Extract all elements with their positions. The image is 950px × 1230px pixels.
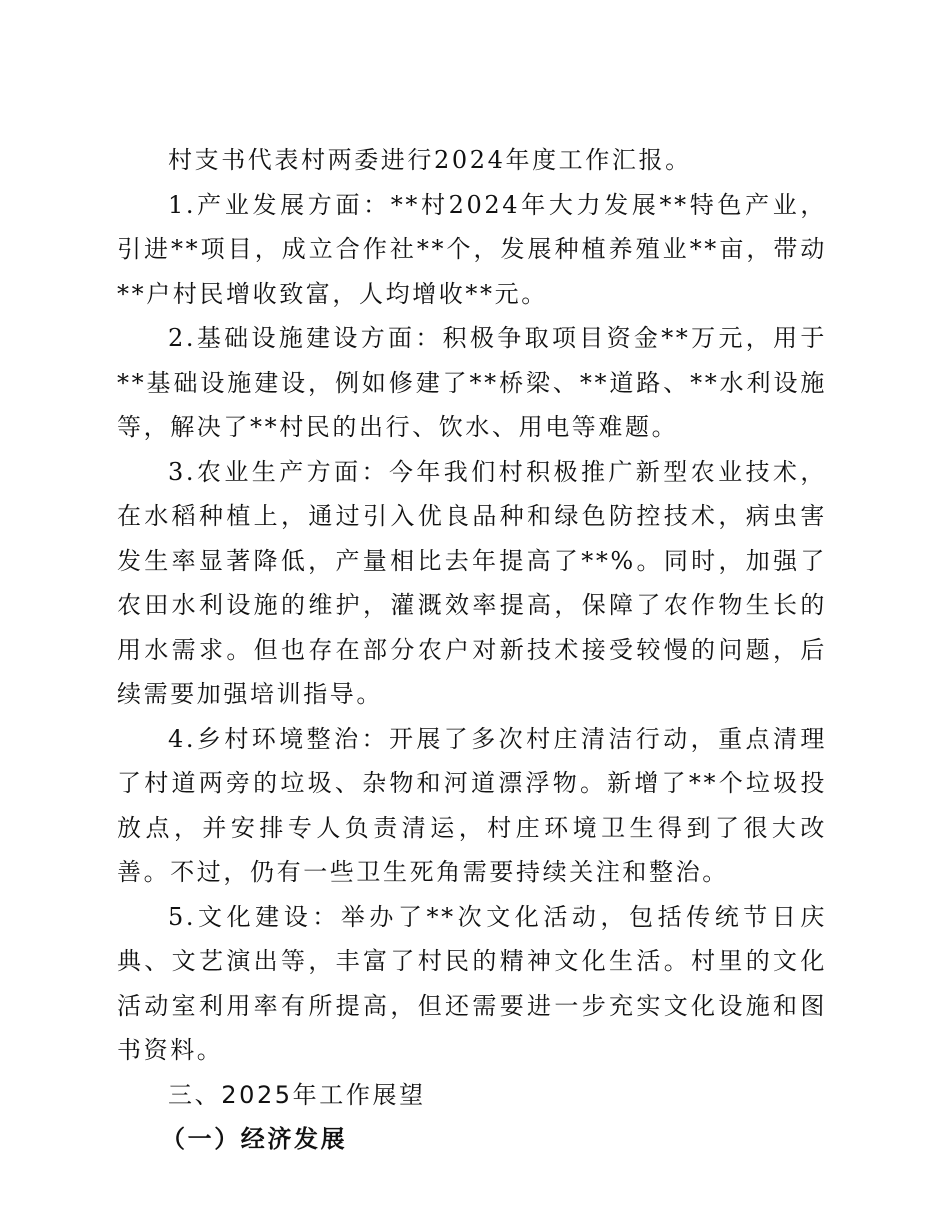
paragraph-agriculture: 3.农业生产方面：今年我们村积极推广新型农业技术，在水稻种植上，通过引入优良品种和绿色防控技术，病虫害发生率显著降低，产量相比去年提高了**%。同时，加强了农田水利设施的维护，灌溉效率提高，保障了农作物生长的用水需求。但也存在部分农户对新技术接受较慢的问题，后续需要加强培训指导。 [117,457,827,708]
paragraph-culture: 5.文化建设：举办了**次文化活动，包括传统节日庆典、文艺演出等，丰富了村民的精神文化生活。村里的文化活动室利用率有所提高，但还需要进一步充实文化设施和图书资料。 [117,902,827,1064]
paragraph-infrastructure: 2.基础设施建设方面：积极争取项目资金**万元，用于**基础设施建设，例如修建了**桥梁、**道路、**水利设施等，解决了**村民的出行、饮水、用电等难题。 [117,324,827,441]
paragraph-industry-development: 1.产业发展方面：**村2024年大力发展**特色产业，引进**项目，成立合作社**个，发展种植养殖业**亩，带动**户村民增收致富，人均增收**元。 [117,190,827,308]
section-heading: 三、2025年工作展望 [168,1080,426,1109]
paragraph-environment: 4.乡村环境整治：开展了多次村庄清洁行动，重点清理了村道两旁的垃圾、杂物和河道漂浮物。新增了**个垃圾投放点，并安排专人负责清运，村庄环境卫生得到了很大改善。不过，仍有一些卫生死角需要持续关注和整治。 [117,724,827,886]
document-body [117,138,827,1162]
subsection-heading: （一）经济发展 [161,1124,348,1153]
paragraph-intro: 村支书代表村两委进行2024年度工作汇报。 [168,146,692,174]
